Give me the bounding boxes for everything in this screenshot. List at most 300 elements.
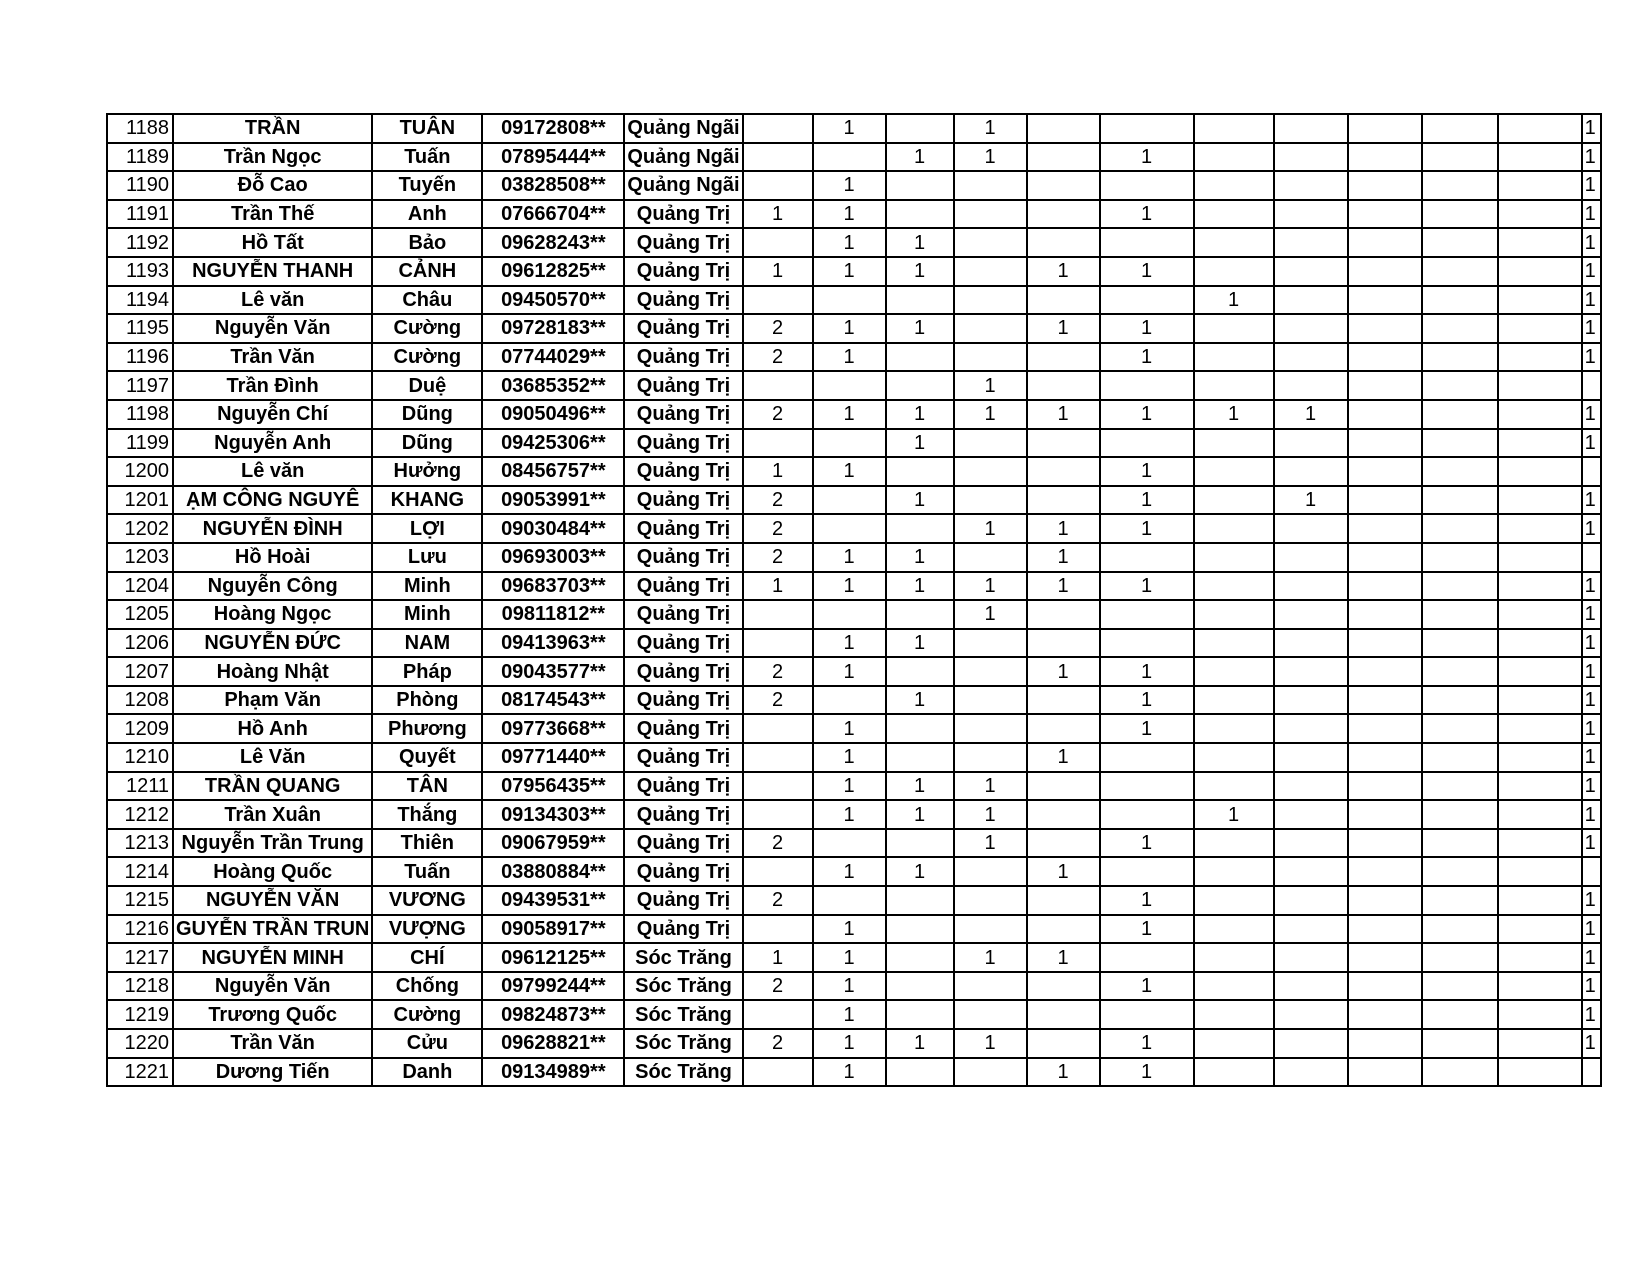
- value-cell: 1: [813, 1058, 886, 1087]
- value-cell: 1: [1027, 543, 1100, 572]
- value-cell: [1274, 857, 1348, 886]
- value-cell: [886, 657, 954, 686]
- value-cell: [954, 686, 1027, 715]
- value-cell: 1: [1100, 972, 1194, 1001]
- value-cell: [1194, 371, 1274, 400]
- surname-cell: NGUYỄN MINH: [173, 943, 372, 972]
- value-cell: [1422, 600, 1498, 629]
- value-cell: [1422, 429, 1498, 458]
- value-cell: 1: [1027, 314, 1100, 343]
- value-cell: 2: [743, 514, 813, 543]
- row-number-cell: 1194: [107, 286, 173, 315]
- province-cell: Quảng Trị: [624, 915, 742, 944]
- value-cell: [954, 457, 1027, 486]
- value-cell: [1194, 171, 1274, 200]
- phone-cell: 09134989**: [482, 1058, 624, 1087]
- total-cell: 1: [1582, 686, 1601, 715]
- given-name-cell: Cửu: [372, 1029, 482, 1058]
- value-cell: 1: [813, 657, 886, 686]
- value-cell: 2: [743, 400, 813, 429]
- value-cell: [1100, 171, 1194, 200]
- value-cell: 1: [1100, 572, 1194, 601]
- value-cell: [1274, 714, 1348, 743]
- phone-cell: 07956435**: [482, 772, 624, 801]
- province-cell: Quảng Trị: [624, 772, 742, 801]
- value-cell: 1: [813, 857, 886, 886]
- value-cell: [954, 857, 1027, 886]
- value-cell: [1348, 772, 1422, 801]
- value-cell: [1422, 143, 1498, 172]
- value-cell: [1422, 314, 1498, 343]
- value-cell: [1274, 143, 1348, 172]
- value-cell: [1348, 286, 1422, 315]
- value-cell: 1: [813, 228, 886, 257]
- value-cell: 1: [813, 572, 886, 601]
- value-cell: 1: [1100, 514, 1194, 543]
- total-cell: 1: [1582, 228, 1601, 257]
- total-cell: [1582, 457, 1601, 486]
- row-number-cell: 1210: [107, 743, 173, 772]
- total-cell: 1: [1582, 1029, 1601, 1058]
- value-cell: [1498, 457, 1582, 486]
- given-name-cell: TÂN: [372, 772, 482, 801]
- total-cell: 1: [1582, 343, 1601, 372]
- value-cell: [886, 114, 954, 143]
- given-name-cell: TUÂN: [372, 114, 482, 143]
- value-cell: [954, 257, 1027, 286]
- value-cell: [1027, 171, 1100, 200]
- value-cell: 1: [813, 343, 886, 372]
- value-cell: [886, 171, 954, 200]
- table-row: [107, 114, 1601, 143]
- value-cell: [1422, 915, 1498, 944]
- value-cell: [1348, 228, 1422, 257]
- value-cell: [1422, 943, 1498, 972]
- total-cell: 1: [1582, 600, 1601, 629]
- row-number-cell: 1195: [107, 314, 173, 343]
- value-cell: 1: [954, 800, 1027, 829]
- value-cell: [743, 857, 813, 886]
- phone-cell: 09067959**: [482, 829, 624, 858]
- phone-cell: 09628821**: [482, 1029, 624, 1058]
- surname-cell: Trần Xuân: [173, 800, 372, 829]
- value-cell: 1: [1027, 514, 1100, 543]
- value-cell: [1194, 943, 1274, 972]
- total-cell: 1: [1582, 143, 1601, 172]
- value-cell: [1498, 314, 1582, 343]
- value-cell: [1194, 1058, 1274, 1087]
- phone-cell: 09050496**: [482, 400, 624, 429]
- value-cell: [886, 972, 954, 1001]
- value-cell: 1: [886, 572, 954, 601]
- value-cell: [1100, 543, 1194, 572]
- value-cell: 1: [1100, 143, 1194, 172]
- phone-cell: 09693003**: [482, 543, 624, 572]
- value-cell: [1498, 143, 1582, 172]
- phone-cell: 09683703**: [482, 572, 624, 601]
- value-cell: [1274, 514, 1348, 543]
- value-cell: [743, 600, 813, 629]
- phone-cell: 09628243**: [482, 228, 624, 257]
- value-cell: [1498, 1058, 1582, 1087]
- surname-cell: TRẦN QUANG: [173, 772, 372, 801]
- value-cell: 1: [1274, 486, 1348, 515]
- value-cell: [954, 714, 1027, 743]
- value-cell: [1027, 343, 1100, 372]
- value-cell: [1348, 400, 1422, 429]
- value-cell: [1348, 429, 1422, 458]
- surname-cell: Dương Tiến: [173, 1058, 372, 1087]
- value-cell: [1194, 857, 1274, 886]
- value-cell: [886, 714, 954, 743]
- province-cell: Quảng Trị: [624, 457, 742, 486]
- value-cell: [1027, 457, 1100, 486]
- value-cell: 1: [954, 114, 1027, 143]
- value-cell: [1194, 228, 1274, 257]
- data-table: [106, 113, 1602, 1087]
- total-cell: 1: [1582, 486, 1601, 515]
- surname-cell: Trương Quốc: [173, 1000, 372, 1029]
- row-number-cell: 1219: [107, 1000, 173, 1029]
- given-name-cell: LỢI: [372, 514, 482, 543]
- value-cell: [1498, 400, 1582, 429]
- table-row: [107, 200, 1601, 229]
- total-cell: 1: [1582, 743, 1601, 772]
- value-cell: 1: [813, 629, 886, 658]
- province-cell: Quảng Ngãi: [624, 114, 742, 143]
- surname-cell: Lê Văn: [173, 743, 372, 772]
- surname-cell: Trần Văn: [173, 343, 372, 372]
- value-cell: [1027, 114, 1100, 143]
- surname-cell: Lê văn: [173, 286, 372, 315]
- row-number-cell: 1208: [107, 686, 173, 715]
- value-cell: 1: [954, 371, 1027, 400]
- value-cell: [1348, 686, 1422, 715]
- value-cell: [743, 743, 813, 772]
- value-cell: [1498, 228, 1582, 257]
- value-cell: [1274, 286, 1348, 315]
- value-cell: [954, 314, 1027, 343]
- value-cell: [1274, 800, 1348, 829]
- value-cell: 1: [886, 857, 954, 886]
- row-number-cell: 1216: [107, 915, 173, 944]
- table-row: [107, 514, 1601, 543]
- value-cell: [1194, 314, 1274, 343]
- value-cell: [954, 657, 1027, 686]
- province-cell: Quảng Trị: [624, 343, 742, 372]
- given-name-cell: Chống: [372, 972, 482, 1001]
- table-row: [107, 286, 1601, 315]
- value-cell: 1: [813, 457, 886, 486]
- province-cell: Quảng Trị: [624, 200, 742, 229]
- phone-cell: 09811812**: [482, 600, 624, 629]
- value-cell: [954, 886, 1027, 915]
- surname-cell: Hồ Anh: [173, 714, 372, 743]
- value-cell: [1274, 371, 1348, 400]
- row-number-cell: 1192: [107, 228, 173, 257]
- value-cell: [1498, 886, 1582, 915]
- value-cell: [1027, 371, 1100, 400]
- value-cell: 1: [743, 257, 813, 286]
- value-cell: 1: [886, 314, 954, 343]
- value-cell: [1274, 457, 1348, 486]
- value-cell: 1: [1100, 1058, 1194, 1087]
- value-cell: [954, 915, 1027, 944]
- value-cell: [743, 772, 813, 801]
- value-cell: [1498, 171, 1582, 200]
- value-cell: [1422, 114, 1498, 143]
- value-cell: [1274, 600, 1348, 629]
- phone-cell: 09612125**: [482, 943, 624, 972]
- given-name-cell: Tuấn: [372, 143, 482, 172]
- value-cell: [1274, 1000, 1348, 1029]
- value-cell: [1274, 1029, 1348, 1058]
- table-row: [107, 257, 1601, 286]
- surname-cell: Hồ Hoài: [173, 543, 372, 572]
- value-cell: [1100, 629, 1194, 658]
- value-cell: [1274, 572, 1348, 601]
- value-cell: [1498, 657, 1582, 686]
- row-number-cell: 1202: [107, 514, 173, 543]
- value-cell: 2: [743, 1029, 813, 1058]
- total-cell: 1: [1582, 829, 1601, 858]
- phone-cell: 09030484**: [482, 514, 624, 543]
- province-cell: Sóc Trăng: [624, 943, 742, 972]
- phone-cell: 09439531**: [482, 886, 624, 915]
- given-name-cell: Hưởng: [372, 457, 482, 486]
- given-name-cell: Minh: [372, 600, 482, 629]
- value-cell: 1: [1100, 343, 1194, 372]
- value-cell: [954, 171, 1027, 200]
- value-cell: [1100, 772, 1194, 801]
- value-cell: [1498, 514, 1582, 543]
- total-cell: 1: [1582, 429, 1601, 458]
- value-cell: [1027, 600, 1100, 629]
- value-cell: [1194, 572, 1274, 601]
- row-number-cell: 1196: [107, 343, 173, 372]
- value-cell: [1422, 486, 1498, 515]
- value-cell: [813, 429, 886, 458]
- table-row: [107, 429, 1601, 458]
- province-cell: Quảng Trị: [624, 486, 742, 515]
- phone-cell: 09799244**: [482, 972, 624, 1001]
- total-cell: 1: [1582, 1000, 1601, 1029]
- value-cell: [1348, 457, 1422, 486]
- value-cell: [1422, 800, 1498, 829]
- table-row: [107, 714, 1601, 743]
- surname-cell: Trần Đình: [173, 371, 372, 400]
- value-cell: 1: [813, 972, 886, 1001]
- value-cell: [954, 629, 1027, 658]
- row-number-cell: 1190: [107, 171, 173, 200]
- value-cell: [954, 972, 1027, 1001]
- value-cell: 2: [743, 972, 813, 1001]
- value-cell: 2: [743, 657, 813, 686]
- value-cell: [954, 1000, 1027, 1029]
- value-cell: [1194, 257, 1274, 286]
- value-cell: [1274, 228, 1348, 257]
- given-name-cell: VƯỢNG: [372, 915, 482, 944]
- total-cell: 1: [1582, 657, 1601, 686]
- value-cell: [743, 286, 813, 315]
- value-cell: [1422, 457, 1498, 486]
- value-cell: [1027, 972, 1100, 1001]
- value-cell: [1348, 486, 1422, 515]
- value-cell: [1274, 657, 1348, 686]
- value-cell: [1194, 886, 1274, 915]
- value-cell: [1274, 114, 1348, 143]
- row-number-cell: 1212: [107, 800, 173, 829]
- value-cell: [1274, 943, 1348, 972]
- value-cell: 1: [813, 257, 886, 286]
- value-cell: 1: [813, 772, 886, 801]
- value-cell: [1348, 629, 1422, 658]
- value-cell: [1027, 486, 1100, 515]
- value-cell: 1: [954, 600, 1027, 629]
- given-name-cell: CHÍ: [372, 943, 482, 972]
- value-cell: [886, 829, 954, 858]
- value-cell: [1348, 714, 1422, 743]
- phone-cell: 09134303**: [482, 800, 624, 829]
- total-cell: 1: [1582, 886, 1601, 915]
- value-cell: 1: [1274, 400, 1348, 429]
- value-cell: [1027, 200, 1100, 229]
- surname-cell: Trần Ngọc: [173, 143, 372, 172]
- value-cell: 1: [813, 714, 886, 743]
- value-cell: 1: [813, 400, 886, 429]
- value-cell: [813, 486, 886, 515]
- value-cell: [1194, 486, 1274, 515]
- total-cell: 1: [1582, 400, 1601, 429]
- value-cell: [954, 286, 1027, 315]
- value-cell: [886, 743, 954, 772]
- surname-cell: Phạm Văn: [173, 686, 372, 715]
- row-number-cell: 1217: [107, 943, 173, 972]
- value-cell: [1498, 114, 1582, 143]
- value-cell: 1: [1194, 286, 1274, 315]
- province-cell: Quảng Trị: [624, 514, 742, 543]
- value-cell: 2: [743, 343, 813, 372]
- value-cell: [1422, 400, 1498, 429]
- value-cell: [1498, 371, 1582, 400]
- value-cell: 1: [1100, 657, 1194, 686]
- province-cell: Quảng Trị: [624, 228, 742, 257]
- total-cell: 1: [1582, 200, 1601, 229]
- value-cell: [743, 371, 813, 400]
- value-cell: 1: [813, 1000, 886, 1029]
- value-cell: [1100, 286, 1194, 315]
- value-cell: [813, 143, 886, 172]
- value-cell: [1194, 772, 1274, 801]
- value-cell: [1348, 743, 1422, 772]
- value-cell: 1: [813, 543, 886, 572]
- total-cell: 1: [1582, 972, 1601, 1001]
- value-cell: [813, 600, 886, 629]
- value-cell: 1: [886, 257, 954, 286]
- value-cell: [1498, 1029, 1582, 1058]
- value-cell: [1194, 114, 1274, 143]
- surname-cell: NGUYỄN VĂN: [173, 886, 372, 915]
- value-cell: [1027, 686, 1100, 715]
- value-cell: [1274, 886, 1348, 915]
- phone-cell: 09612825**: [482, 257, 624, 286]
- row-number-cell: 1197: [107, 371, 173, 400]
- total-cell: 1: [1582, 943, 1601, 972]
- value-cell: 1: [1100, 686, 1194, 715]
- total-cell: 1: [1582, 257, 1601, 286]
- value-cell: [1422, 543, 1498, 572]
- value-cell: [1274, 743, 1348, 772]
- value-cell: [1422, 857, 1498, 886]
- value-cell: [1194, 429, 1274, 458]
- value-cell: 2: [743, 686, 813, 715]
- row-number-cell: 1191: [107, 200, 173, 229]
- phone-cell: 03685352**: [482, 371, 624, 400]
- given-name-cell: Thắng: [372, 800, 482, 829]
- value-cell: [1100, 371, 1194, 400]
- given-name-cell: CẢNH: [372, 257, 482, 286]
- phone-cell: 07666704**: [482, 200, 624, 229]
- value-cell: [1422, 1058, 1498, 1087]
- value-cell: 1: [954, 572, 1027, 601]
- province-cell: Sóc Trăng: [624, 1058, 742, 1087]
- province-cell: Quảng Trị: [624, 429, 742, 458]
- surname-cell: Hoàng Quốc: [173, 857, 372, 886]
- value-cell: 2: [743, 829, 813, 858]
- value-cell: [1348, 600, 1422, 629]
- value-cell: [1348, 1000, 1422, 1029]
- province-cell: Quảng Trị: [624, 629, 742, 658]
- row-number-cell: 1213: [107, 829, 173, 858]
- value-cell: [1027, 143, 1100, 172]
- given-name-cell: Minh: [372, 572, 482, 601]
- value-cell: [1422, 257, 1498, 286]
- value-cell: [1422, 657, 1498, 686]
- value-cell: [1422, 743, 1498, 772]
- phone-cell: 09728183**: [482, 314, 624, 343]
- value-cell: [886, 1058, 954, 1087]
- value-cell: [1422, 629, 1498, 658]
- value-cell: [1100, 943, 1194, 972]
- value-cell: [1194, 514, 1274, 543]
- value-cell: [1348, 543, 1422, 572]
- value-cell: [1194, 915, 1274, 944]
- value-cell: 1: [743, 200, 813, 229]
- given-name-cell: Tuyến: [372, 171, 482, 200]
- value-cell: [1274, 257, 1348, 286]
- surname-cell: Trần Văn: [173, 1029, 372, 1058]
- value-cell: [1498, 486, 1582, 515]
- value-cell: [1348, 886, 1422, 915]
- value-cell: [1498, 1000, 1582, 1029]
- value-cell: [954, 543, 1027, 572]
- row-number-cell: 1221: [107, 1058, 173, 1087]
- value-cell: 1: [886, 228, 954, 257]
- province-cell: Quảng Trị: [624, 572, 742, 601]
- value-cell: [1194, 457, 1274, 486]
- value-cell: [743, 629, 813, 658]
- row-number-cell: 1198: [107, 400, 173, 429]
- value-cell: 1: [813, 743, 886, 772]
- value-cell: [1348, 1058, 1422, 1087]
- value-cell: 1: [954, 400, 1027, 429]
- table-row: [107, 600, 1601, 629]
- value-cell: [886, 514, 954, 543]
- value-cell: [886, 343, 954, 372]
- value-cell: [1194, 143, 1274, 172]
- value-cell: 1: [1027, 1058, 1100, 1087]
- value-cell: [1274, 1058, 1348, 1087]
